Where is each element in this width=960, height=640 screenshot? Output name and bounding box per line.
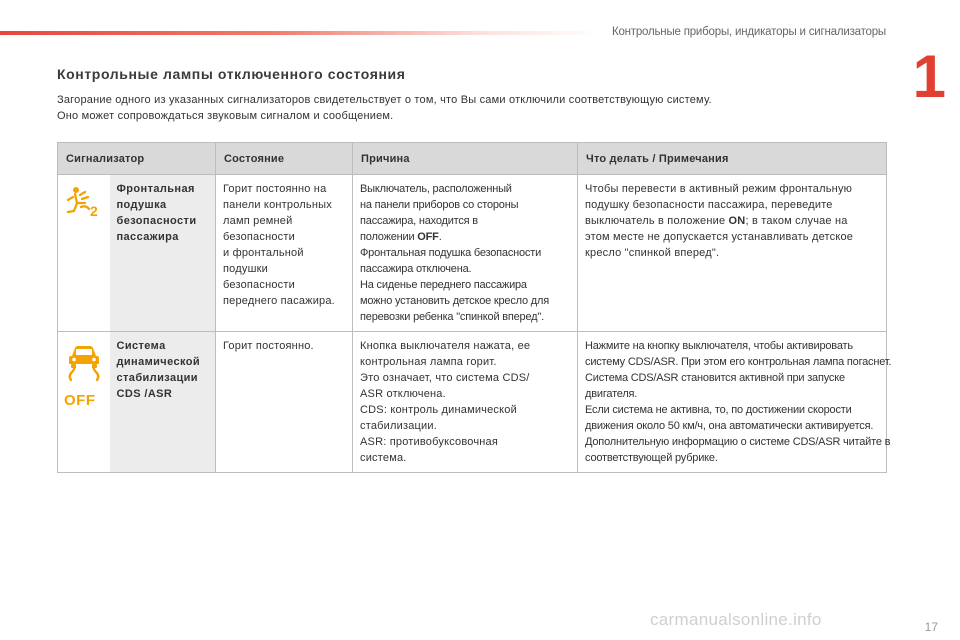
cause-keyword: OFF (417, 231, 439, 243)
name-line: безопасности (116, 215, 197, 227)
action-line: двигателя. (585, 388, 638, 400)
cause-line: стабилизации. (360, 420, 437, 432)
header-state: Состояние (216, 143, 353, 175)
watermark: carmanualsonline.info (650, 610, 822, 629)
header-cause: Причина (353, 143, 578, 175)
cause-line: CDS: контроль динамической (360, 404, 517, 416)
header-action: Что делать / Примечания (578, 143, 887, 175)
indicator-icon-cell (58, 175, 110, 332)
state-line: переднего пасажира. (223, 295, 335, 307)
name-line: динамической (116, 356, 201, 368)
intro-line: Загорание одного из указанных сигнализаторов свидетельствует о том, что Вы сами отключили соответствующую систему. (57, 94, 712, 106)
indicator-icon-cell (58, 332, 110, 473)
name-line: стабилизации (116, 372, 198, 384)
action-keyword: ON (728, 215, 746, 227)
action-line: этом месте не допускается устанавливать детское (585, 231, 854, 243)
indicator-table (57, 142, 892, 473)
action-line: систему CDS/ASR. При этом его контрольная лампа погаснет. (585, 356, 892, 368)
name-line: Система (116, 340, 166, 352)
state-line: безопасности (223, 231, 295, 243)
cause-line: Фронтальная подушка безопасности (360, 247, 542, 259)
svg-text:2: 2 (90, 203, 98, 219)
chapter-number: 1 (912, 43, 946, 110)
action-cell (578, 175, 887, 332)
cause-line: Кнопка выключателя нажата, ее (360, 340, 531, 352)
cause-text: положении (360, 231, 418, 243)
cause-line (360, 229, 570, 245)
action-line: кресло "спинкой вперед". (585, 247, 720, 259)
airbag-off-icon (64, 203, 104, 222)
cause-cell (353, 175, 578, 332)
action-line: Дополнительную информацию о системе CDS/ASR читайте в (585, 436, 891, 448)
indicator-name (110, 332, 216, 473)
cause-line: пассажира отключена. (360, 263, 472, 275)
off-label: OFF (64, 392, 96, 409)
cause-line: ASR: противобуксовочная (360, 436, 499, 448)
state-line: и фронтальной (223, 247, 304, 259)
action-line: Нажмите на кнопку выключателя, чтобы активировать (585, 340, 853, 352)
cause-text: . (438, 231, 442, 243)
header-accent-bar (0, 31, 600, 35)
state-line: безопасности (223, 279, 295, 291)
state-line: подушки (223, 263, 268, 275)
action-line: Система CDS/ASR становится активной при запуске (585, 372, 845, 384)
name-line: пассажира (116, 231, 179, 243)
cause-line: перевозки ребенка "спинкой вперед". (360, 311, 544, 323)
action-line (585, 213, 879, 229)
intro-line: Оно может сопровождаться звуковым сигналом и сообщением. (57, 110, 394, 122)
table-row (58, 332, 887, 473)
cause-line: На сиденье переднего пассажира (360, 279, 527, 291)
state-cell (216, 175, 353, 332)
state-line: панели контрольных (223, 199, 332, 211)
state-line: Горит постоянно на (223, 183, 327, 195)
state-line: Горит постоянно. (223, 340, 314, 352)
cause-line: система. (360, 452, 407, 464)
page-title: Контрольные лампы отключенного состояния (57, 66, 406, 82)
state-cell (216, 332, 353, 473)
name-line: Фронтальная (116, 183, 195, 195)
cause-line: ASR отключена. (360, 388, 446, 400)
running-head: Контрольные приборы, индикаторы и сигнализаторы (611, 26, 886, 38)
intro-text (57, 92, 857, 124)
name-line: подушка (116, 199, 167, 211)
indicator-name (110, 175, 216, 332)
cause-line: можно установить детское кресло для (360, 295, 549, 307)
page-number: 17 (924, 620, 938, 634)
cause-line: на панели приборов со стороны (360, 199, 519, 211)
stability-off-icon (64, 385, 110, 409)
cause-line: Это означает, что система CDS/ (360, 372, 530, 384)
state-line: ламп ремней (223, 215, 293, 227)
cause-cell (353, 332, 578, 473)
action-line: Чтобы перевести в активный режим фронтальную (585, 183, 853, 195)
cause-line: контрольная лампа горит. (360, 356, 497, 368)
action-line: подушку безопасности пассажира, переведите (585, 199, 833, 211)
name-line: CDS /ASR (116, 388, 173, 400)
action-line: соответствующей рубрике. (585, 452, 718, 464)
action-text: выключатель в положение (585, 215, 729, 227)
header-indicator: Сигнализатор (58, 143, 216, 175)
action-text: ; в таком случае на (745, 215, 848, 227)
table-row (58, 175, 887, 332)
action-line: движения около 50 км/ч, она автоматически активируется. (585, 420, 874, 432)
cause-line: Выключатель, расположенный (360, 183, 512, 195)
cause-line: пассажира, находится в (360, 215, 478, 227)
action-cell (578, 332, 892, 473)
table-header-row (58, 143, 887, 175)
action-line: Если система не активна, то, по достижении скорости (585, 404, 852, 416)
